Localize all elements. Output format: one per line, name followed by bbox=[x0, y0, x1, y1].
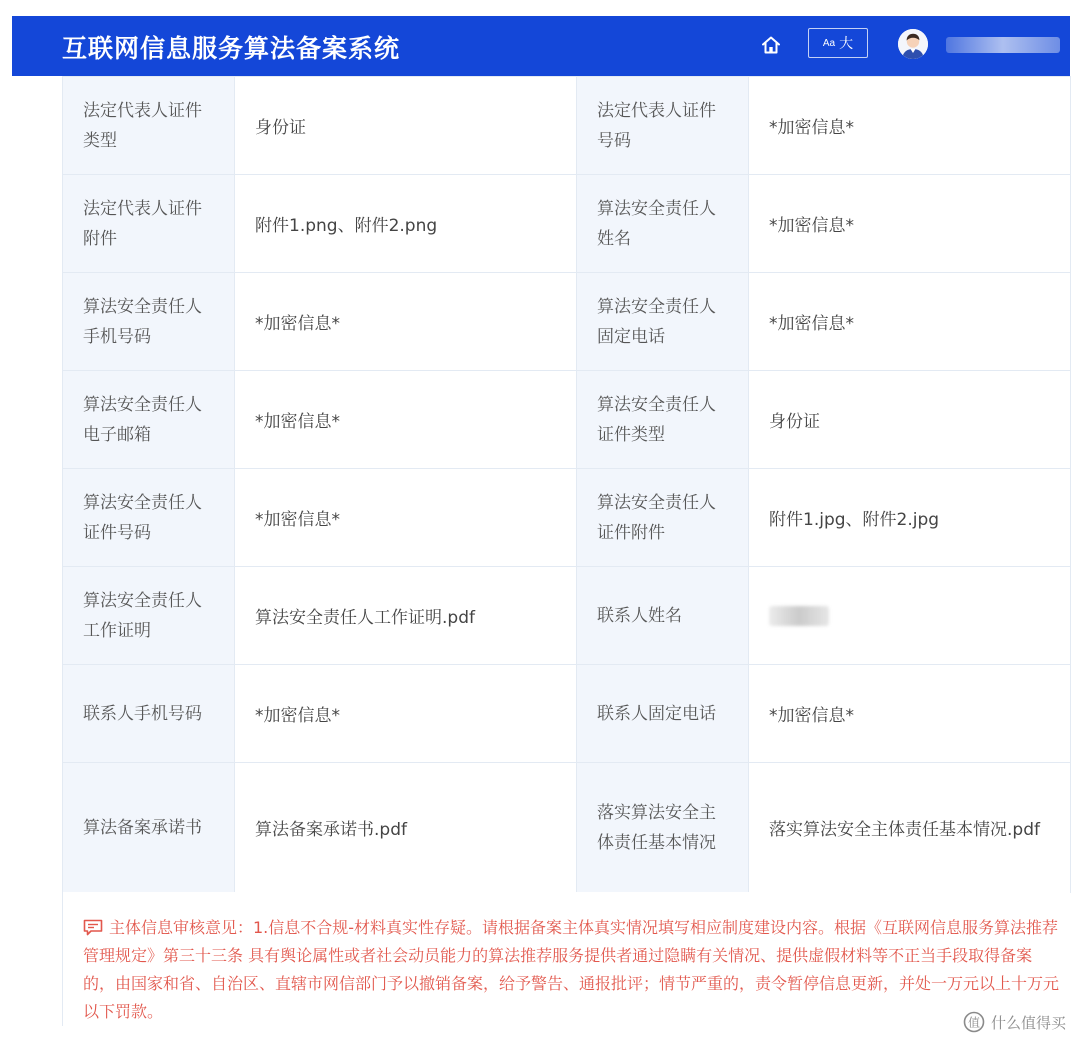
field-label: 算法安全责任人证件号码 bbox=[63, 469, 235, 567]
field-label: 算法安全责任人证件附件 bbox=[577, 469, 749, 567]
table-row bbox=[63, 567, 1071, 665]
field-label: 算法安全责任人姓名 bbox=[577, 175, 749, 273]
attachment-link[interactable]: 算法备案承诺书.pdf bbox=[235, 763, 577, 893]
field-label: 算法安全责任人手机号码 bbox=[63, 273, 235, 371]
field-value: *加密信息* bbox=[235, 469, 577, 567]
font-size-small-label: Aa bbox=[822, 37, 836, 49]
watermark bbox=[963, 1011, 1066, 1033]
field-value: *加密信息* bbox=[749, 77, 1071, 175]
field-label: 算法备案承诺书 bbox=[63, 763, 235, 893]
field-value: *加密信息* bbox=[749, 665, 1071, 763]
attachment-link[interactable]: 附件1.jpg、附件2.jpg bbox=[749, 469, 1071, 567]
field-label: 联系人固定电话 bbox=[577, 665, 749, 763]
username-redacted bbox=[946, 37, 1060, 53]
user-avatar[interactable] bbox=[898, 29, 928, 59]
field-value: 身份证 bbox=[235, 77, 577, 175]
comment-icon bbox=[83, 919, 103, 936]
smzdm-logo-icon bbox=[963, 1011, 985, 1033]
field-label: 算法安全责任人固定电话 bbox=[577, 273, 749, 371]
field-value: *加密信息* bbox=[235, 665, 577, 763]
field-label: 法定代表人证件附件 bbox=[63, 175, 235, 273]
attachment-link[interactable]: 落实算法安全主体责任基本情况.pdf bbox=[749, 763, 1071, 893]
field-label: 法定代表人证件类型 bbox=[63, 77, 235, 175]
field-label: 算法安全责任人证件类型 bbox=[577, 371, 749, 469]
field-label: 落实算法安全主体责任基本情况 bbox=[577, 763, 749, 893]
table-row bbox=[63, 273, 1071, 371]
attachment-link[interactable]: 附件1.png、附件2.png bbox=[235, 175, 577, 273]
table-row bbox=[63, 371, 1071, 469]
field-value: 身份证 bbox=[749, 371, 1071, 469]
app-header bbox=[12, 16, 1070, 76]
table-row bbox=[63, 469, 1071, 567]
font-size-big-label: 大 bbox=[839, 36, 854, 52]
app-title: 互联网信息服务算法备案系统 bbox=[62, 34, 401, 63]
table-row bbox=[63, 763, 1071, 893]
contact-name-redacted bbox=[769, 606, 829, 626]
font-size-button[interactable] bbox=[808, 28, 868, 58]
field-label: 法定代表人证件号码 bbox=[577, 77, 749, 175]
field-value: *加密信息* bbox=[749, 273, 1071, 371]
review-opinion bbox=[62, 892, 1070, 1026]
table-row bbox=[63, 665, 1071, 763]
field-label: 算法安全责任人工作证明 bbox=[63, 567, 235, 665]
watermark-text: 什么值得买 bbox=[990, 1013, 1066, 1032]
home-icon bbox=[760, 34, 782, 56]
review-opinion-paragraph bbox=[83, 914, 1060, 1026]
review-opinion-text: 主体信息审核意见：1.信息不合规-材料真实性存疑。请根据备案主体真实情况填写相应制度建设内容。根据《互联网信息服务算法推荐管理规定》第三十三条 具有舆论属性或者社会动员能力的算法推荐服务提供者通过隐瞒有关情况、提供虚假材料等不正当手段取得备案的，由国家和省、自治区、直辖市网信部门予以撤销备案，给予警告、通报批评；情节严重的，责令暂停信息更新，并处一万元以上十万元以下罚款。 bbox=[83, 918, 1060, 1021]
field-value: *加密信息* bbox=[235, 371, 577, 469]
table-row bbox=[63, 175, 1071, 273]
contact-name-value bbox=[749, 567, 1071, 665]
field-label: 联系人姓名 bbox=[577, 567, 749, 665]
field-value: *加密信息* bbox=[749, 175, 1071, 273]
avatar-icon bbox=[898, 29, 928, 59]
attachment-link[interactable]: 算法安全责任人工作证明.pdf bbox=[235, 567, 577, 665]
table-row bbox=[63, 77, 1071, 175]
home-button[interactable] bbox=[760, 34, 782, 56]
field-label: 联系人手机号码 bbox=[63, 665, 235, 763]
field-label: 算法安全责任人电子邮箱 bbox=[63, 371, 235, 469]
field-value: *加密信息* bbox=[235, 273, 577, 371]
svg-text:值: 值 bbox=[967, 1015, 980, 1030]
subject-info-table bbox=[62, 76, 1071, 893]
